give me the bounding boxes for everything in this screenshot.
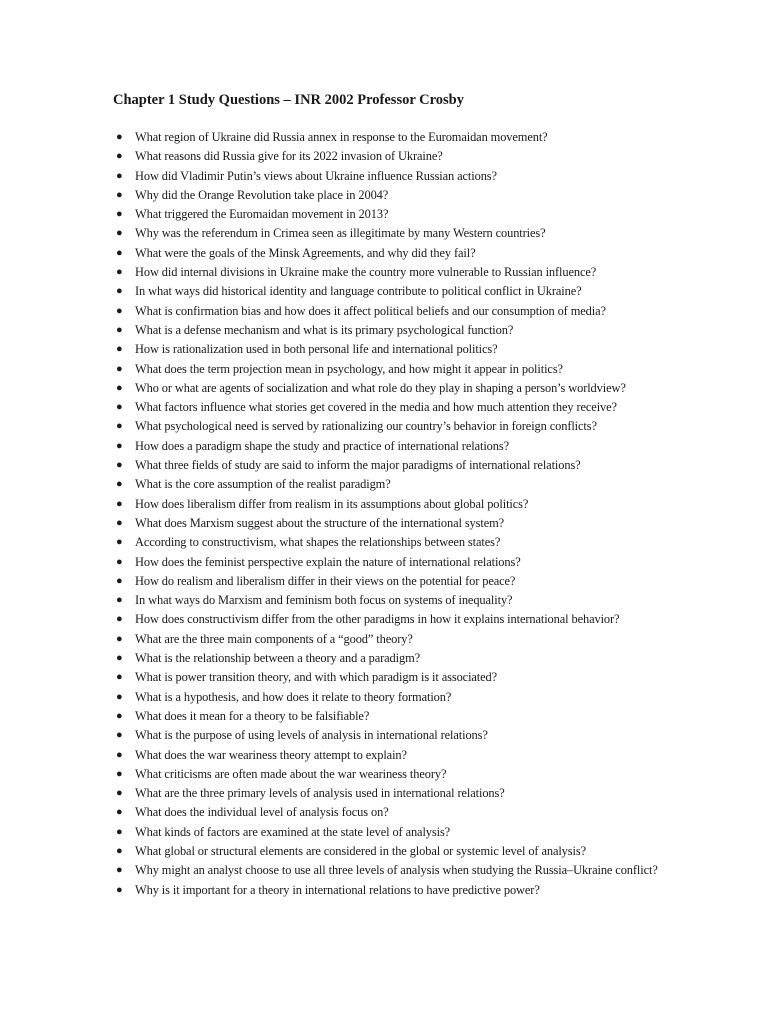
bullet-icon: ●	[116, 825, 123, 838]
question-text: What factors influence what stories get covered in the media and how much attention they receive?	[135, 400, 617, 415]
question-text: What does the individual level of analysis focus on?	[135, 805, 389, 820]
bullet-icon: ●	[116, 709, 123, 722]
question-text: What is power transition theory, and with which paradigm is it associated?	[135, 670, 498, 685]
question-item	[113, 803, 673, 822]
question-text: What kinds of factors are examined at the state level of analysis?	[135, 824, 451, 839]
question-item	[113, 630, 673, 649]
bullet-icon: ●	[116, 169, 123, 182]
bullet-icon: ●	[116, 497, 123, 510]
bullet-icon: ●	[116, 343, 123, 356]
question-text: Who or what are agents of socialization and what role do they play in shaping a person’s worldview?	[135, 380, 626, 395]
question-item	[113, 263, 673, 282]
question-item	[113, 379, 673, 398]
question-text: How does a paradigm shape the study and practice of international relations?	[135, 438, 509, 453]
bullet-icon: ●	[116, 478, 123, 491]
question-item	[113, 784, 673, 803]
question-item	[113, 823, 673, 842]
question-item	[113, 688, 673, 707]
bullet-icon: ●	[116, 613, 123, 626]
question-item	[113, 321, 673, 340]
question-item	[113, 128, 673, 147]
bullet-icon: ●	[116, 555, 123, 568]
question-text: In what ways do Marxism and feminism both focus on systems of inequality?	[135, 593, 513, 608]
bullet-icon: ●	[116, 150, 123, 163]
question-text: What three fields of study are said to inform the major paradigms of international relations?	[135, 458, 581, 473]
question-item	[113, 861, 673, 880]
question-text: What global or structural elements are considered in the global or systemic level of analysis?	[135, 843, 586, 858]
question-text: What does Marxism suggest about the structure of the international system?	[135, 515, 505, 530]
bullet-icon: ●	[116, 323, 123, 336]
question-text: How is rationalization used in both personal life and international politics?	[135, 342, 498, 357]
question-item	[113, 649, 673, 668]
question-item	[113, 417, 673, 436]
document-title: Chapter 1 Study Questions – INR 2002 Professor Crosby	[113, 92, 464, 108]
question-item	[113, 205, 673, 224]
question-item	[113, 244, 673, 263]
bullet-icon: ●	[116, 864, 123, 877]
question-item	[113, 514, 673, 533]
question-text: According to constructivism, what shapes the relationships between states?	[135, 535, 501, 550]
question-item	[113, 186, 673, 205]
question-text: What criticisms are often made about the war weariness theory?	[135, 766, 447, 781]
question-item	[113, 533, 673, 552]
question-text: What are the three primary levels of analysis used in international relations?	[135, 786, 505, 801]
question-item	[113, 610, 673, 629]
bullet-icon: ●	[116, 806, 123, 819]
question-item	[113, 167, 673, 186]
question-item	[113, 726, 673, 745]
question-item	[113, 437, 673, 456]
question-text: Why might an analyst choose to use all three levels of analysis when studying the Russia–Ukraine conflict?	[135, 863, 658, 878]
question-item	[113, 398, 673, 417]
question-text: What does the term projection mean in psychology, and how might it appear in politics?	[135, 361, 563, 376]
question-item	[113, 572, 673, 591]
bullet-icon: ●	[116, 767, 123, 780]
bullet-icon: ●	[116, 362, 123, 375]
question-text: How did Vladimir Putin’s views about Ukraine influence Russian actions?	[135, 168, 497, 183]
bullet-icon: ●	[116, 632, 123, 645]
question-item	[113, 147, 673, 166]
question-item	[113, 842, 673, 861]
bullet-icon: ●	[116, 574, 123, 587]
question-text: What is a defense mechanism and what is its primary psychological function?	[135, 322, 514, 337]
question-text: What is the purpose of using levels of analysis in international relations?	[135, 728, 488, 743]
question-item	[113, 707, 673, 726]
question-text: How does the feminist perspective explain the nature of international relations?	[135, 554, 521, 569]
bullet-icon: ●	[116, 401, 123, 414]
question-text: In what ways did historical identity and language contribute to political conflict in Ukraine?	[135, 284, 582, 299]
question-text: What are the three main components of a “good” theory?	[135, 631, 413, 646]
question-item	[113, 746, 673, 765]
question-text: What is the relationship between a theory and a paradigm?	[135, 651, 421, 666]
question-item	[113, 765, 673, 784]
question-item	[113, 881, 673, 900]
bullet-icon: ●	[116, 439, 123, 452]
question-text: What is a hypothesis, and how does it relate to theory formation?	[135, 689, 452, 704]
question-text: What reasons did Russia give for its 2022 invasion of Ukraine?	[135, 149, 443, 164]
question-item	[113, 340, 673, 359]
bullet-icon: ●	[116, 227, 123, 240]
question-item	[113, 456, 673, 475]
question-item	[113, 668, 673, 687]
bullet-icon: ●	[116, 516, 123, 529]
question-item	[113, 591, 673, 610]
bullet-icon: ●	[116, 883, 123, 896]
bullet-icon: ●	[116, 671, 123, 684]
bullet-icon: ●	[116, 594, 123, 607]
bullet-icon: ●	[116, 729, 123, 742]
bullet-icon: ●	[116, 188, 123, 201]
question-item	[113, 553, 673, 572]
bullet-icon: ●	[116, 844, 123, 857]
bullet-icon: ●	[116, 208, 123, 221]
question-text: What triggered the Euromaidan movement in 2013?	[135, 207, 389, 222]
question-text: What psychological need is served by rationalizing our country’s behavior in foreign conflicts?	[135, 419, 597, 434]
bullet-icon: ●	[116, 459, 123, 472]
question-text: What is confirmation bias and how does it affect political beliefs and our consumption of media?	[135, 303, 606, 318]
question-item	[113, 224, 673, 243]
question-item	[113, 475, 673, 494]
bullet-icon: ●	[116, 652, 123, 665]
bullet-icon: ●	[116, 748, 123, 761]
question-text: Why did the Orange Revolution take place in 2004?	[135, 187, 389, 202]
bullet-icon: ●	[116, 690, 123, 703]
bullet-icon: ●	[116, 536, 123, 549]
question-text: What were the goals of the Minsk Agreements, and why did they fail?	[135, 245, 476, 260]
question-item	[113, 360, 673, 379]
bullet-icon: ●	[116, 246, 123, 259]
bullet-icon: ●	[116, 285, 123, 298]
question-item	[113, 495, 673, 514]
bullet-icon: ●	[116, 304, 123, 317]
question-text: What does it mean for a theory to be falsifiable?	[135, 708, 370, 723]
question-text: How did internal divisions in Ukraine make the country more vulnerable to Russian influence?	[135, 265, 597, 280]
question-text: What region of Ukraine did Russia annex in response to the Euromaidan movement?	[135, 130, 548, 144]
question-item	[113, 282, 673, 301]
question-text: What is the core assumption of the realist paradigm?	[135, 477, 391, 492]
bullet-icon: ●	[116, 420, 123, 433]
bullet-icon: ●	[116, 787, 123, 800]
bullet-icon: ●	[116, 131, 123, 143]
question-item	[113, 302, 673, 321]
question-text: How does liberalism differ from realism in its assumptions about global politics?	[135, 496, 529, 511]
question-text: How does constructivism differ from the other paradigms in how it explains international behavior?	[135, 612, 620, 627]
question-text: Why is it important for a theory in international relations to have predictive power?	[135, 882, 540, 897]
question-text: Why was the referendum in Crimea seen as illegitimate by many Western countries?	[135, 226, 546, 241]
bullet-icon: ●	[116, 381, 123, 394]
question-text: What does the war weariness theory attempt to explain?	[135, 747, 407, 762]
question-text: How do realism and liberalism differ in their views on the potential for peace?	[135, 573, 516, 588]
bullet-icon: ●	[116, 266, 123, 279]
question-list	[113, 128, 673, 900]
